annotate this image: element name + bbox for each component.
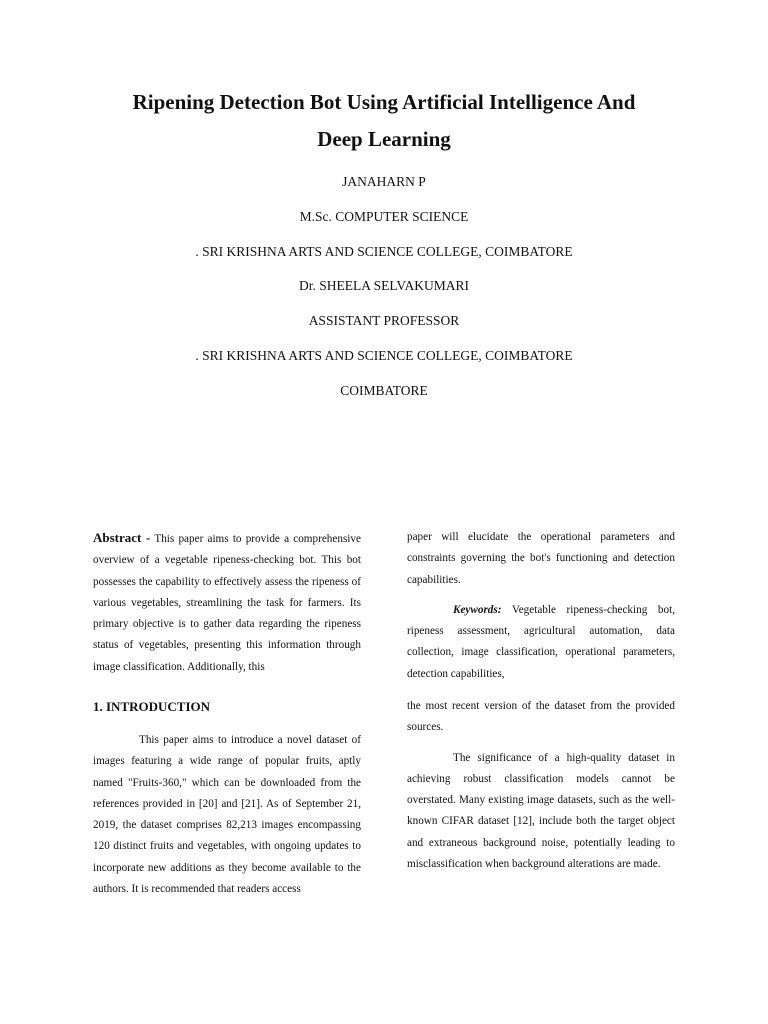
abstract-label: Abstract -	[93, 530, 151, 545]
author-affiliation: . SRI KRISHNA ARTS AND SCIENCE COLLEGE, COIMBATORE	[195, 244, 573, 259]
abstract-right	[407, 527, 675, 685]
abstract-text-continued: paper will elucidate the operational parameters and constraints governing the bot's functioning and detection capabilities.	[407, 531, 675, 586]
author-name: JANAHARN P	[342, 174, 426, 189]
abstract-left	[93, 527, 361, 678]
keywords-label: Keywords:	[453, 603, 502, 616]
intro-paragraph-2: The significance of a high-quality dataset in achieving robust classification models cannot be overstated. Many existing image datasets, such as the well-known CIFAR dataset [12], include both the target object and extraneous background noise, potentially leading to misclassification when background alterations are made.	[407, 751, 675, 871]
intro-paragraph-continued: the most recent version of the dataset from the provided sources.	[407, 700, 675, 734]
title-line-2: Deep Learning	[317, 127, 451, 151]
coauthor-role: ASSISTANT PROFESSOR	[308, 313, 460, 328]
intro-left	[93, 730, 361, 900]
intro-right	[407, 696, 675, 875]
intro-paragraph: This paper aims to introduce a novel dataset of images featuring a wide range of popular fruits, aptly named "Fruits-360," which can be downloaded from the references provided in [20] and [21]. As of September 21, 2019, the dataset comprises 82,213 images encompassing 120 distinct fruits and vegetables, with ongoing updates to incorporate new additions as they become available to the authors. It is recommended that readers access	[93, 734, 361, 896]
abstract-text: This paper aims to provide a comprehensive overview of a vegetable ripeness-checking bot. This bot possesses the capability to effectively assess the ripeness of various vegetables, streamlining the task for farmers. Its primary objective is to gather data regarding the ripeness status of vegetables, presenting this information through image classification. Additionally, this	[93, 533, 361, 673]
title-line-1: Ripening Detection Bot Using Artificial Intelligence And	[132, 90, 636, 114]
coauthor-name: Dr. SHEELA SELVAKUMARI	[299, 278, 469, 293]
keywords	[407, 600, 675, 685]
section-heading: 1. INTRODUCTION	[93, 699, 211, 714]
keywords-text: Vegetable ripeness-checking bot, ripeness assessment, agricultural automation, data collection, image classification, operational parameters, detection capabilities,	[407, 603, 675, 680]
author-degree: M.Sc. COMPUTER SCIENCE	[299, 209, 469, 224]
paper-title	[60, 84, 708, 158]
coauthor-affiliation: . SRI KRISHNA ARTS AND SCIENCE COLLEGE, COIMBATORE	[195, 348, 573, 363]
location: COIMBATORE	[340, 383, 428, 398]
